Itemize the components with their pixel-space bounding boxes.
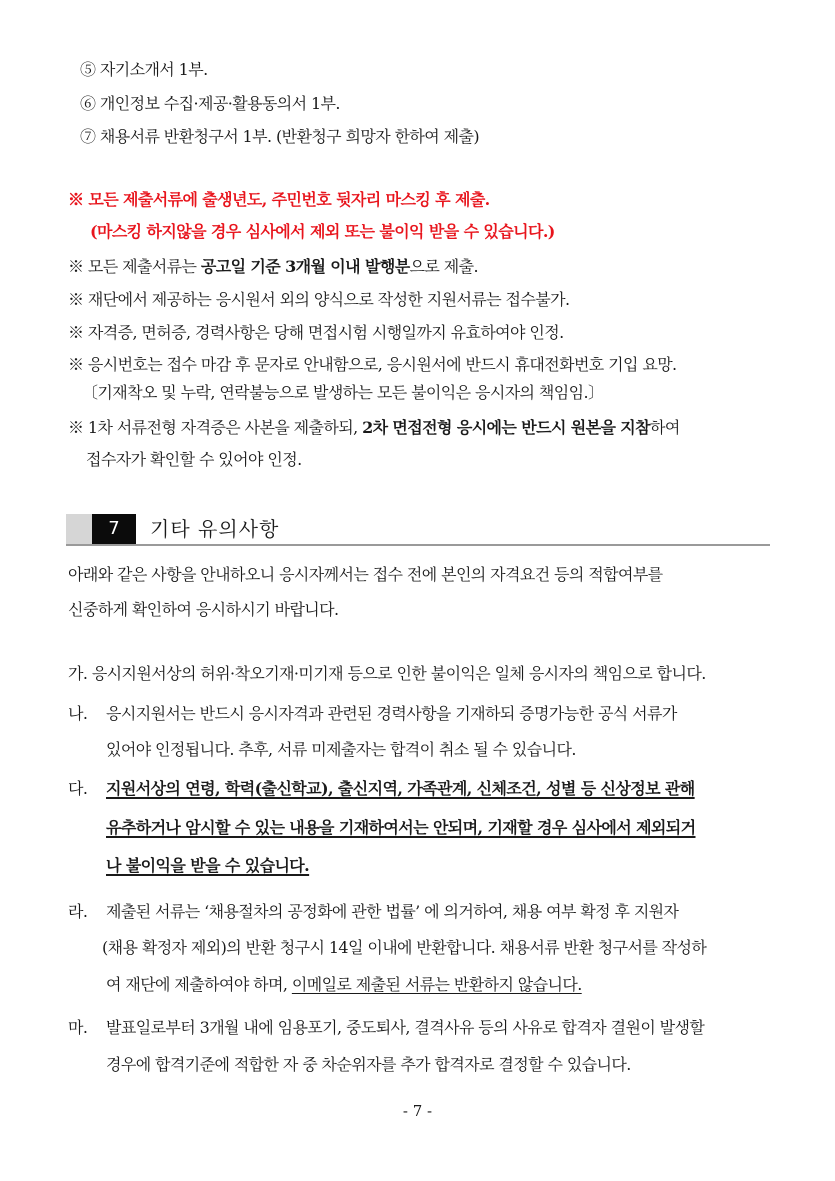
item-ra-line-1: 제출된 서류는 ‘채용절차의 공정화에 관한 법률’ 에 의거하여, 채용 여부 확정 후 지원자 <box>106 902 679 921</box>
note-form: ※ 재단에서 제공하는 응시원서 외의 양식으로 작성한 지원서류는 접수불가. <box>68 290 570 309</box>
item-ma-line-1: 발표일로부터 3개월 내에 임용포기, 중도퇴사, 결격사유 등의 사유로 합격자 결원이 발생할 <box>106 1018 705 1037</box>
note-phone-sub: 〔기재착오 및 누락, 연락불능으로 발생하는 모든 불이익은 응시자의 책임임.〕 <box>82 383 604 402</box>
note-text: ※ 모든 제출서류는 <box>68 257 201 276</box>
item-da-line-2: 유추하거나 암시할 수 있는 내용을 기재하여서는 안되며, 기재할 경우 심사에서 제외되거 <box>106 818 696 837</box>
item-ma-label: 마. <box>68 1018 88 1037</box>
note-text: ※ 1차 서류전형 자격증은 사본을 제출하되, <box>68 418 363 437</box>
doc-item-5: ⑤ 자기소개서 1부. <box>80 60 208 79</box>
note-emphasis: 공고일 기준 3개월 이내 발행분 <box>200 257 410 276</box>
note-text: 하여 <box>650 418 680 437</box>
note-emphasis: 2차 면접전형 응시에는 반드시 원본을 지참 <box>362 418 651 437</box>
masking-warning: (마스킹 하지않을 경우 심사에서 제외 또는 불이익 받을 수 있습니다.) <box>90 222 555 241</box>
item-ra-label: 라. <box>68 902 88 921</box>
item-ra-line-3 <box>106 975 582 995</box>
item-na-line-2: 있어야 인정됩니다. 추후, 서류 미제출자는 합격이 취소 될 수 있습니다. <box>106 740 576 759</box>
intro-line-2: 신중하게 확인하여 응시하시기 바랍니다. <box>68 600 339 619</box>
item-na-line-1: 응시지원서는 반드시 응시자격과 관련된 경력사항을 기재하되 증명가능한 공식 서류가 <box>106 704 677 723</box>
section-header <box>66 512 770 546</box>
section-header-bar <box>66 514 92 544</box>
note-original <box>68 418 680 438</box>
doc-item-6: ⑥ 개인정보 수집·제공·활용동의서 1부. <box>80 94 340 113</box>
masking-notice: ※ 모든 제출서류에 출생년도, 주민번호 뒷자리 마스킹 후 제출. <box>68 190 490 209</box>
item-ga: 가. 응시지원서상의 허위·착오기재·미기재 등으로 인한 불이익은 일체 응시자의 책임으로 합니다. <box>68 664 706 683</box>
note-original-cont: 접수자가 확인할 수 있어야 인정. <box>86 450 302 469</box>
note-text: 으로 제출. <box>409 257 478 276</box>
item-ma-line-2: 경우에 합격기준에 적합한 자 중 차순위자를 추가 합격자로 결정할 수 있습니다. <box>106 1055 631 1074</box>
note-phone: ※ 응시번호는 접수 마감 후 문자로 안내함으로, 응시원서에 반드시 휴대전화번호 기입 요망. <box>68 355 677 374</box>
item-na-label: 나. <box>68 704 88 723</box>
item-da-line-3: 나 불이익을 받을 수 있습니다. <box>106 856 310 875</box>
section-title: 기타 유의사항 <box>150 517 280 541</box>
page-number: - 7 - <box>402 1102 433 1120</box>
item-da-label: 다. <box>68 779 88 798</box>
item-da-line-1: 지원서상의 연령, 학력(출신학교), 출신지역, 가족관계, 신체조건, 성별 등 신상정보 관해 <box>106 779 695 798</box>
intro-line-1: 아래와 같은 사항을 안내하오니 응시자께서는 접수 전에 본인의 자격요건 등의 적합여부를 <box>68 565 663 584</box>
item-ra-line-2: (채용 확정자 제외)의 반환 청구시 14일 이내에 반환합니다. 채용서류 반환 청구서를 작성하 <box>102 938 707 957</box>
section-number: 7 <box>92 514 136 544</box>
note-issue-date <box>68 257 478 277</box>
note-validity: ※ 자격증, 면허증, 경력사항은 당해 면접시험 시행일까지 유효하여야 인정. <box>68 323 564 342</box>
item-text: 여 재단에 제출하여야 하며, <box>106 975 292 994</box>
section-divider <box>66 544 770 546</box>
doc-item-7: ⑦ 채용서류 반환청구서 1부. (반환청구 희망자 한하여 제출) <box>80 127 479 146</box>
item-underlined-text: 이메일로 제출된 서류는 반환하지 않습니다. <box>291 975 582 994</box>
